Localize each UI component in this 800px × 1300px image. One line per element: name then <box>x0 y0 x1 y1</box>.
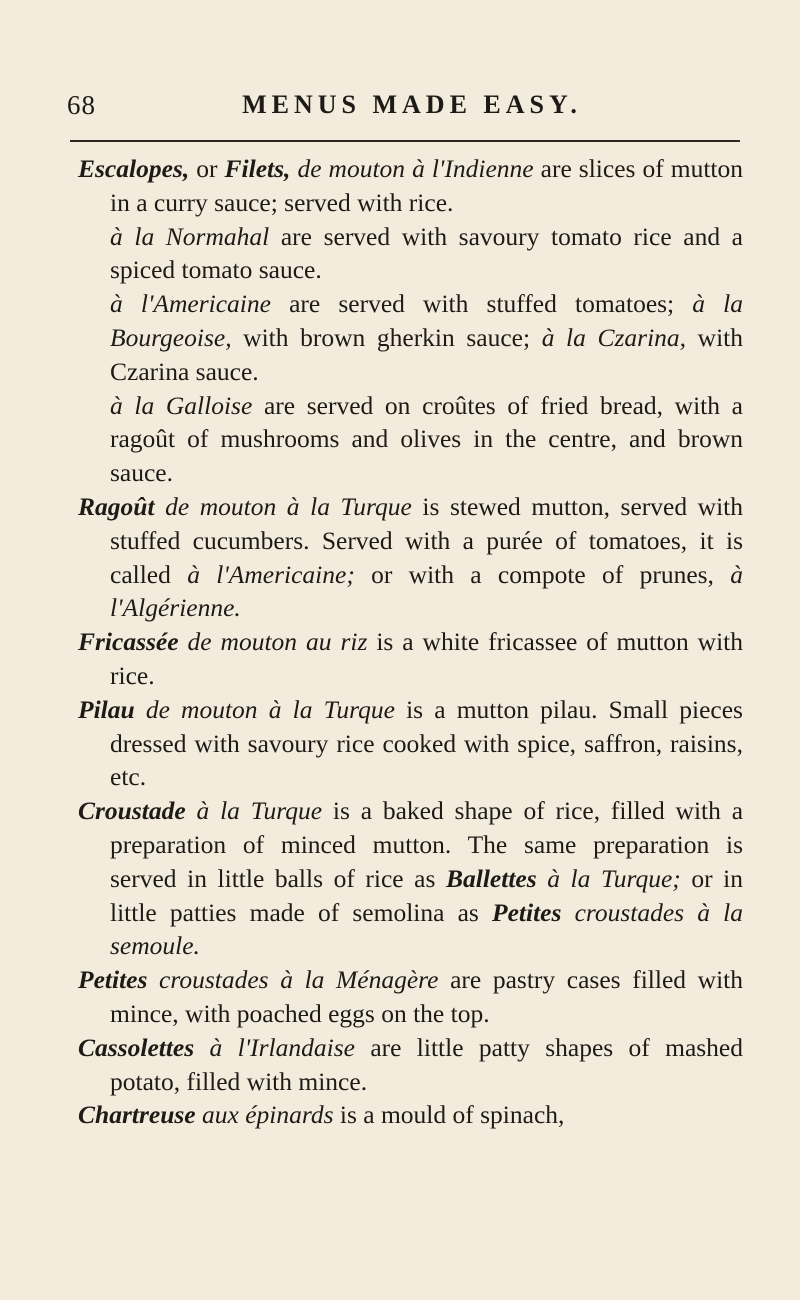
dish-style: à la Galloise <box>110 390 253 420</box>
menu-entry-paragraph <box>78 625 743 693</box>
dish-name: Chartreuse <box>78 1100 196 1130</box>
dish-name: Ballettes <box>445 863 537 893</box>
description-text: or in little patties made of semolina as <box>110 863 743 927</box>
menu-entry-paragraph <box>78 490 743 625</box>
dish-name: Petites <box>78 965 148 995</box>
description-text: is a white fricassee of mutton with rice. <box>110 627 744 690</box>
dish-name: Ragoût <box>78 491 155 521</box>
dish-style: à la Turque; <box>547 863 681 893</box>
dish-style: à l'Irlandaise <box>209 1032 355 1062</box>
menu-variant-paragraph <box>78 287 743 388</box>
dish-style: à la Bourgeoise, <box>110 289 743 352</box>
description-text: are served with stuffed tomatoes; <box>270 289 693 319</box>
description-text: are slices of mutton in a curry sauce; served with rice. <box>110 154 744 217</box>
description-text <box>186 796 197 825</box>
dish-style: à l'Algérienne. <box>110 559 743 623</box>
dish-name: Pilau <box>78 694 135 724</box>
description-text: or with a compote of prunes, <box>354 559 731 589</box>
dish-style: à l'Americaine <box>110 289 271 319</box>
dish-style: de mouton à la Turque <box>145 694 395 724</box>
dish-name: Escalopes, <box>78 154 190 183</box>
dish-style: de mouton à la Turque <box>165 491 412 521</box>
dish-style: à la Turque <box>196 796 323 826</box>
description-text: with Czarina sauce. <box>110 322 743 386</box>
dish-style: croustades à la semoule. <box>110 897 744 961</box>
dish-name: Petites <box>492 897 562 927</box>
dish-name: Filets, <box>224 154 291 183</box>
menu-variant-paragraph <box>78 220 743 288</box>
description-text: is a baked shape of rice, filled with a preparation of minced mutton. The same preparation is served in little balls of rice as <box>110 796 744 893</box>
description-text <box>537 864 548 893</box>
description-text: or <box>189 154 225 183</box>
description-text: are pastry cases filled with mince, with poached eggs on the top. <box>110 965 743 1028</box>
menu-entry-paragraph <box>78 1098 743 1132</box>
running-head: MENUS MADE EASY. <box>242 90 582 119</box>
dish-style: à la Czarina, <box>541 322 687 352</box>
page-header <box>62 84 742 128</box>
header-rule <box>70 140 740 142</box>
dish-name: Croustade <box>78 796 186 826</box>
description-text <box>155 492 166 521</box>
description-text <box>147 965 159 994</box>
description-text: are little patty shapes of mashed potato, filled with mince. <box>110 1032 744 1096</box>
dish-style: croustades à la Ménagère <box>159 965 439 995</box>
description-text: are served with savoury tomato rice and a spiced tomato sauce. <box>110 221 743 285</box>
description-text <box>561 898 574 927</box>
description-text: is a mould of spinach, <box>333 1100 565 1130</box>
description-text <box>179 627 188 656</box>
dish-style: à l'Americaine; <box>187 559 355 589</box>
menu-variant-paragraph <box>78 389 743 490</box>
dish-name: Fricassée <box>78 627 179 657</box>
description-text: are served on croûtes of fried bread, with a ragoût of mushrooms and olives in the centre, and brown sauce. <box>110 390 743 488</box>
page-number: 68 <box>67 90 96 120</box>
dish-name: Cassolettes <box>78 1032 195 1062</box>
body-text <box>78 152 743 1132</box>
description-text: is stewed mutton, served with stuffed cucumbers. Served with a purée of tomatoes, it is called <box>110 491 743 589</box>
description-text: is a mutton pilau. Small pieces dressed with savoury rice cooked with spice, saffron, raisins, etc. <box>110 694 743 792</box>
menu-entry-paragraph <box>78 794 743 963</box>
menu-entry-paragraph <box>78 963 743 1031</box>
dish-style: de mouton au riz <box>187 627 368 657</box>
menu-entry-paragraph <box>78 1031 743 1099</box>
menu-entry-paragraph <box>78 693 743 794</box>
menu-entry-paragraph <box>78 152 743 220</box>
description-text: with brown gherkin sauce; <box>231 322 542 352</box>
dish-style: aux épinards <box>202 1100 334 1130</box>
description-text <box>135 695 146 724</box>
dish-style: à la Normahal <box>110 221 270 251</box>
description-text <box>194 1033 209 1062</box>
dish-style: de mouton à l'Indienne <box>297 154 534 183</box>
